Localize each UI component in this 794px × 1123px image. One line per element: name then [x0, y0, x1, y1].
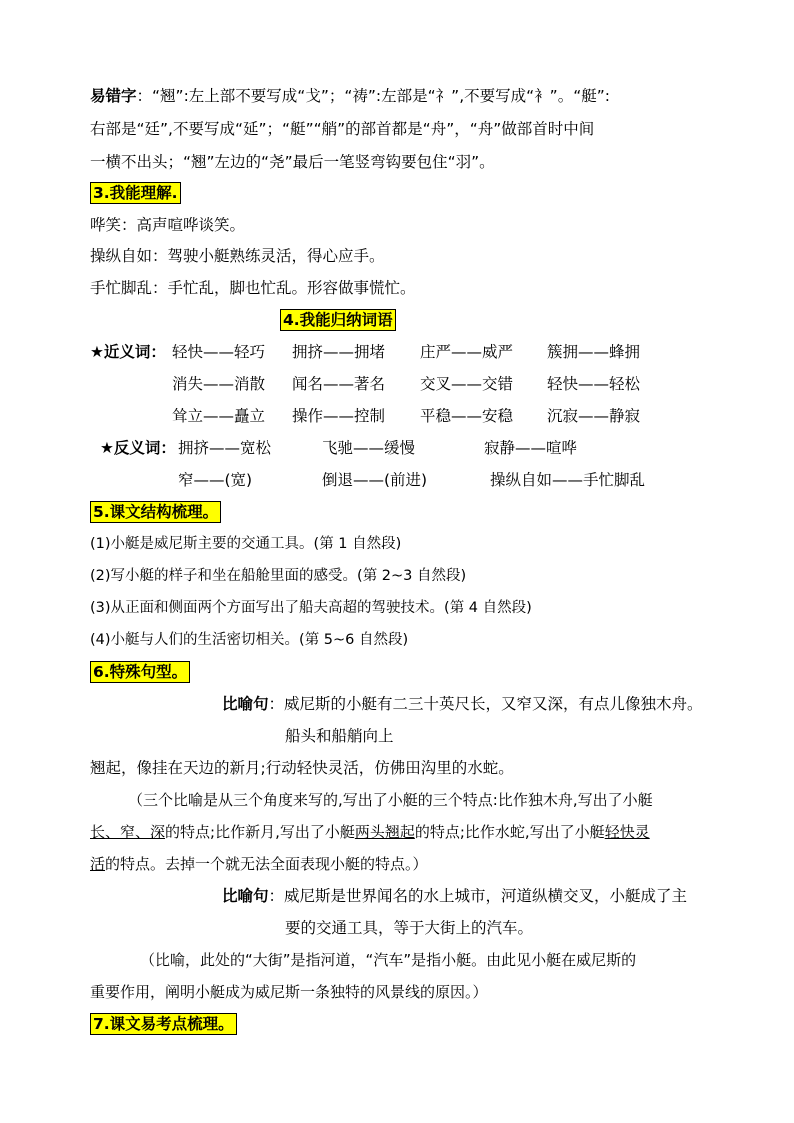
- note-2-line-2: 重要作用，阐明小艇成为威尼斯一条独特的风景线的原因。）: [90, 983, 488, 1001]
- antonym-pair: 操纵自如——手忙脚乱: [490, 471, 646, 489]
- metaphor-text: ：威尼斯的小艇有二三十英尺长，又窄又深，有点儿像独木舟。: [268, 695, 703, 713]
- section-3-title: 3.我能理解.: [90, 182, 181, 204]
- structure-item-3: (3)从正面和侧面两个方面写出了船夫高超的驾驶技术。(第 4 自然段): [90, 600, 532, 616]
- easy-wrong-line-2: 右部是“廷”,不要写成“延”；“艇”“艄”的部首都是“舟”，“舟”做部首时中间: [90, 120, 595, 138]
- synonym-pair: 庄严——威严: [420, 343, 514, 361]
- metaphor-text: ：威尼斯是世界闻名的水上城市，河道纵横交叉，小艇成了主: [268, 887, 688, 905]
- section-7-title: 7.课文易考点梳理。: [90, 1013, 237, 1035]
- metaphor-sentence-1-line-2: 船头和船艄向上: [285, 727, 394, 745]
- synonym-pair: 沉寂——静寂: [547, 407, 641, 425]
- metaphor-sentence-1-line-3: 翘起，像挂在天边的新月;行动轻快灵活，仿佛田沟里的水蛇。: [90, 759, 514, 777]
- synonym-pair: 轻快——轻松: [547, 375, 641, 393]
- easy-wrong-text-1: ：“翘”:左上部不要写成“戈”；“祷”:左部是“礻”,不要写成“衤”。“艇”:: [136, 87, 610, 105]
- note-1-line-1: （三个比喻是从三个角度来写的,写出了小艇的三个特点:比作独木舟,写出了小艇: [128, 791, 653, 809]
- easy-wrong-line-1: [90, 85, 610, 107]
- metaphor-sentence-1: [222, 693, 703, 715]
- metaphor-sentence-2-line-2: 要的交通工具，等于大街上的汽车。: [285, 919, 534, 937]
- synonym-label: ★近义词：: [90, 343, 166, 361]
- antonym-pair: 飞驰——缓慢: [322, 439, 416, 457]
- synonym-pair: 轻快——轻巧: [172, 343, 266, 361]
- note-1-line-2: [90, 821, 650, 843]
- section-4-heading: [280, 309, 396, 331]
- easy-wrong-line-3: 一横不出头；“翘”左边的“尧”最后一笔竖弯钩要包住“羽”。: [90, 153, 495, 171]
- antonym-pair: 寂静——喧哗: [484, 439, 578, 457]
- section-5-title: 5.课文结构梳理。: [90, 501, 221, 523]
- note-1-line-3: [90, 853, 428, 875]
- antonym-pair: 拥挤——宽松: [178, 439, 272, 457]
- section-3-heading: [90, 182, 181, 204]
- note-text: 的特点;比作水蛇,写出了小艇: [414, 823, 605, 841]
- sec3-item-3: 手忙脚乱：手忙乱，脚也忙乱。形容做事慌忙。: [90, 279, 416, 297]
- underlined-text: 轻快灵: [604, 823, 650, 841]
- antonym-label: ★反义词：: [100, 439, 176, 457]
- easy-wrong-label: 易错字: [90, 87, 137, 105]
- metaphor-label: 比喻句: [222, 887, 269, 905]
- antonym-pair: 倒退——(前进): [322, 471, 428, 489]
- section-5-heading: [90, 501, 221, 523]
- synonym-pair: 簇拥——蜂拥: [547, 343, 641, 361]
- note-2-line-1: （比喻，此处的“大街”是指河道，“汽车”是指小艇。由此见小艇在威尼斯的: [140, 951, 637, 969]
- synonym-pair: 耸立——矗立: [172, 407, 266, 425]
- section-7-heading: [90, 1013, 237, 1035]
- sec3-item-1: 哗笑：高声喧哗谈笑。: [90, 216, 246, 234]
- structure-item-4: (4)小艇与人们的生活密切相关。(第 5~6 自然段): [90, 632, 409, 648]
- sec3-item-2: 操纵自如：驾驶小艇熟练灵活，得心应手。: [90, 247, 385, 265]
- synonym-pair: 拥挤——拥堵: [292, 343, 386, 361]
- antonym-pair: 窄——(宽): [178, 471, 253, 489]
- underlined-text: 两头翘起: [354, 823, 415, 841]
- structure-item-1: (1)小艇是威尼斯主要的交通工具。(第 1 自然段): [90, 536, 402, 552]
- synonym-pair: 消失——消散: [172, 375, 266, 393]
- structure-item-2: (2)写小艇的样子和坐在船舱里面的感受。(第 2~3 自然段): [90, 568, 467, 584]
- synonym-pair: 闻名——著名: [292, 375, 386, 393]
- note-text: 的特点。去掉一个就无法全面表现小艇的特点。）: [105, 855, 428, 873]
- section-4-title: 4.我能归纳词语: [280, 309, 396, 331]
- synonym-pair: 交叉——交错: [420, 375, 514, 393]
- underlined-text: 长、窄、深: [90, 823, 166, 841]
- section-6-title: 6.特殊句型。: [90, 661, 190, 683]
- synonym-pair: 平稳——安稳: [420, 407, 514, 425]
- metaphor-label: 比喻句: [222, 695, 269, 713]
- note-text: 的特点;比作新月,写出了小艇: [165, 823, 355, 841]
- synonym-pair: 操作——控制: [292, 407, 386, 425]
- section-6-heading: [90, 661, 190, 683]
- metaphor-sentence-2: [222, 885, 687, 907]
- underlined-text: 活: [90, 855, 106, 873]
